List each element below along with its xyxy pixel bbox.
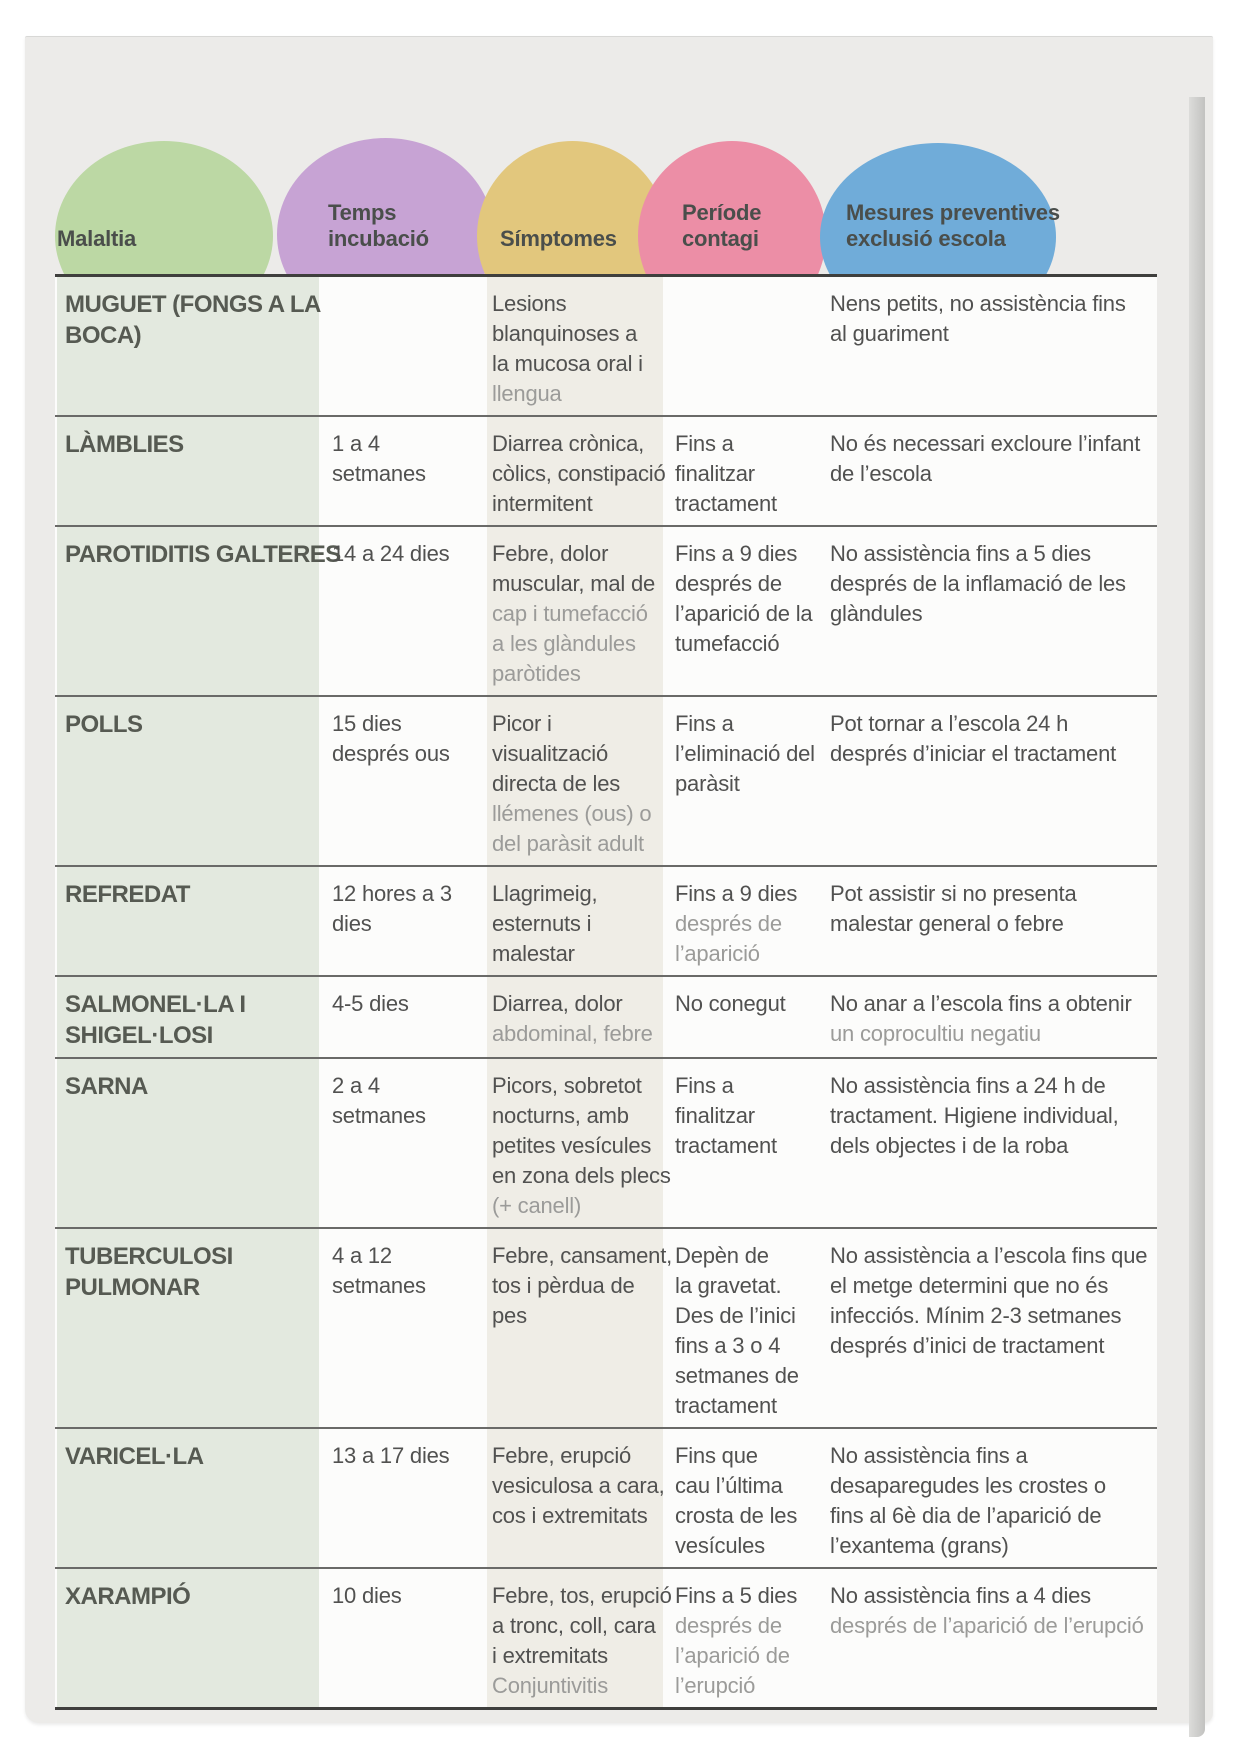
column-header-label-malaltia [57,226,136,252]
cell-line: després de l’aparició de l’erupció [830,1613,1144,1638]
disease-name-cell [55,289,332,409]
cell-line: Febre, erupció [492,1443,632,1468]
header-label-line: Període [682,200,762,225]
symptoms-cell [492,709,675,859]
cell-line: Nens petits, no assistència fins [830,291,1126,316]
incubation-cell [332,539,492,689]
measures-cell [830,539,1157,689]
cell-line: blanquinoses a [492,321,638,346]
cell-line: Fins a 5 dies [675,1583,798,1608]
measures-cell [830,289,1157,409]
cell-line: crosta de les [675,1503,798,1528]
symptoms-cell [492,539,675,689]
measures-cell [830,879,1157,969]
cell-line: LÀMBLIES [65,431,184,458]
cell-line: a les glàndules [492,631,636,656]
cell-line: després d’inici de tractament [830,1333,1105,1358]
cell-line: la gravetat. [675,1273,782,1298]
cell-line: dies [332,911,372,936]
cell-line: tos i pèrdua de [492,1273,635,1298]
header-label-line: Malaltia [57,226,137,251]
cell-line: Fins a [675,711,734,736]
cell-line: del paràsit adult [492,831,644,856]
cell-line: TUBERCULOSI [65,1243,233,1270]
table-row [55,415,1157,525]
cell-line: 4-5 dies [332,991,409,1016]
symptoms-cell [492,1441,675,1561]
cell-line: tractament [675,491,777,516]
cell-line: l’aparició de [675,1643,790,1668]
cell-line: desaparegudes les crostes o [830,1473,1106,1498]
cell-line: cap i tumefacció [492,601,648,626]
table-row [55,525,1157,695]
column-balloon-malaltia [55,141,273,274]
table-row [55,277,1157,415]
cell-line: de l’escola [830,461,932,486]
cell-line: visualització [492,741,609,766]
cell-line: nocturns, amb [492,1103,629,1128]
scanned-page [25,36,1213,1723]
cell-line: Fins a [675,431,734,456]
cell-line: Fins que [675,1443,758,1468]
disease-name-cell [55,879,332,969]
cell-line: Febre, cansament, [492,1243,673,1268]
cell-line: No assistència fins a 4 dies [830,1583,1091,1608]
table-row [55,1057,1157,1227]
column-header-label-contagi [682,200,761,252]
cell-line: setmanes [332,1103,426,1128]
cell-line: glàndules [830,601,923,626]
cell-line: REFREDAT [65,881,190,908]
header-label-line: Símptomes [500,226,617,251]
cell-line: l’eliminació del [675,741,815,766]
cell-line: abdominal, febre [492,1021,653,1046]
cell-line: Febre, dolor [492,541,609,566]
contagion-cell [675,289,830,409]
cell-line: llémenes (ous) o [492,801,652,826]
cell-line: tractament. Higiene individual, [830,1103,1119,1128]
cell-line: paròtides [492,661,581,686]
disease-name-cell [55,1071,332,1221]
table-row [55,975,1157,1057]
cell-line: cau l’última [675,1473,783,1498]
incubation-cell [332,1581,492,1701]
cell-line: malestar general o febre [830,911,1064,936]
cell-line: després de [675,1613,782,1638]
column-header-label-incubacio [328,200,429,252]
contagion-cell [675,1581,830,1701]
cell-line: al guariment [830,321,949,346]
table-header [25,121,1213,274]
cell-line: l’aparició de la [675,601,813,626]
cell-line: en zona dels plecs [492,1163,671,1188]
column-header-label-simptomes [500,226,617,252]
contagion-cell [675,1241,830,1421]
disease-name-cell [55,539,341,689]
cell-line: infecciós. Mínim 2-3 setmanes [830,1303,1122,1328]
cell-line: Pot assistir si no presenta [830,881,1077,906]
incubation-cell [332,289,492,409]
cell-line: No és necessari excloure l’infant [830,431,1141,456]
cell-line: 14 a 24 dies [332,541,450,566]
incubation-cell [332,1071,492,1221]
cell-line: Picor i [492,711,552,736]
cell-line: un coprocultiu negatiu [830,1021,1041,1046]
cell-line: Depèn de [675,1243,769,1268]
cell-line: 10 dies [332,1583,402,1608]
incubation-cell [332,989,492,1051]
cell-line: finalitzar [675,1103,755,1128]
cell-line: Diarrea crònica, [492,431,645,456]
incubation-cell [332,1241,492,1421]
cell-line: la mucosa oral i [492,351,643,376]
header-label-line: exclusió escola [846,226,1006,251]
cell-line: després de [675,911,782,936]
disease-name-cell [55,429,332,519]
cell-line: Diarrea, dolor [492,991,623,1016]
cell-line: SHIGEL·LOSI [65,1022,213,1049]
cell-line: Febre, tos, erupció [492,1583,672,1608]
header-label-line: Mesures preventives [846,200,1060,225]
incubation-cell [332,709,492,859]
page-edge-shadow [1189,97,1205,1737]
cell-line: PAROTIDITIS GALTERES [65,541,341,568]
cell-line: setmanes [332,461,426,486]
cell-line: Des de l’inici [675,1303,796,1328]
cell-line: l’erupció [675,1673,756,1698]
cell-line: SALMONEL·LA I [65,991,246,1018]
cell-line: No assistència fins a 24 h de [830,1073,1106,1098]
cell-line: finalitzar [675,461,755,486]
cell-line: fins al 6è dia de l’aparició de [830,1503,1102,1528]
table-row [55,1427,1157,1567]
cell-line: directa de les [492,771,621,796]
cell-line: 12 hores a 3 [332,881,452,906]
cell-line: 1 a 4 [332,431,380,456]
cell-line: Picors, sobretot [492,1073,642,1098]
cell-line: tractament [675,1393,777,1418]
disease-name-cell [55,1581,332,1701]
cell-line: 4 a 12 [332,1243,392,1268]
column-header-label-mesures [846,200,1060,252]
cell-line: MUGUET (FONGS A LA [65,291,321,318]
cell-line: No assistència fins a [830,1443,1028,1468]
disease-name-cell [55,1241,332,1421]
cell-line: petites vesícules [492,1133,652,1158]
contagion-cell [675,429,830,519]
cell-line: PULMONAR [65,1274,200,1301]
contagion-cell [675,709,830,859]
incubation-cell [332,1441,492,1561]
cell-line: SARNA [65,1073,148,1100]
cell-line: 13 a 17 dies [332,1443,450,1468]
cell-line: vesícules [675,1533,765,1558]
cell-line: (+ canell) [492,1193,582,1218]
cell-line: vesiculosa a cara, [492,1473,665,1498]
header-label-line: contagi [682,226,759,251]
table-row [55,865,1157,975]
disease-name-cell [55,709,332,859]
cell-line: Fins a [675,1073,734,1098]
cell-line: a tronc, coll, cara [492,1613,656,1638]
cell-line: llengua [492,381,562,406]
cell-line: Conjuntivitis [492,1673,609,1698]
cell-line: dels objectes i de la roba [830,1133,1069,1158]
cell-line: fins a 3 o 4 [675,1333,781,1358]
table-row [55,1567,1157,1707]
table-row [55,695,1157,865]
cell-line: BOCA) [65,322,142,349]
contagion-cell [675,989,830,1051]
disease-name-cell [55,989,332,1051]
symptoms-cell [492,879,675,969]
cell-line: Lesions [492,291,567,316]
cell-line: No assistència fins a 5 dies [830,541,1091,566]
cell-line: 15 dies [332,711,402,736]
measures-cell [830,1441,1157,1561]
measures-cell [830,1581,1157,1701]
symptoms-cell [492,289,675,409]
cell-line: després de la inflamació de les [830,571,1126,596]
cell-line: el metge determini que no és [830,1273,1109,1298]
disease-table [55,274,1157,1710]
measures-cell [830,1071,1157,1221]
cell-line: VARICEL·LA [65,1443,204,1470]
symptoms-cell [492,1071,675,1221]
cell-line: esternuts i [492,911,592,936]
cell-line: Fins a 9 dies [675,881,798,906]
cell-line: malestar [492,941,575,966]
cell-line: l’exantema (grans) [830,1533,1009,1558]
measures-cell [830,989,1157,1051]
cell-line: muscular, mal de [492,571,656,596]
incubation-cell [332,429,492,519]
table-row [55,1227,1157,1427]
cell-line: setmanes de [675,1363,799,1388]
cell-line: No anar a l’escola fins a obtenir [830,991,1132,1016]
contagion-cell [675,1441,830,1561]
header-label-line: Temps [328,200,397,225]
cell-line: després de [675,571,782,596]
header-label-line: incubació [328,226,429,251]
cell-line: i extremitats [492,1643,608,1668]
cell-line: Pot tornar a l’escola 24 h [830,711,1069,736]
cell-line: intermitent [492,491,593,516]
contagion-cell [675,879,830,969]
symptoms-cell [492,989,675,1051]
measures-cell [830,429,1157,519]
cell-line: tractament [675,1133,777,1158]
cell-line: l’aparició [675,941,760,966]
symptoms-cell [492,429,675,519]
disease-name-cell [55,1441,332,1561]
cell-line: POLLS [65,711,143,738]
cell-line: No conegut [675,991,786,1016]
cell-line: 2 a 4 [332,1073,380,1098]
cell-line: després ous [332,741,450,766]
measures-cell [830,709,1157,859]
measures-cell [830,1241,1157,1421]
cell-line: Llagrimeig, [492,881,598,906]
cell-line: pes [492,1303,527,1328]
contagion-cell [675,1071,830,1221]
incubation-cell [332,879,492,969]
cell-line: cos i extremitats [492,1503,648,1528]
cell-line: XARAMPIÓ [65,1583,191,1610]
symptoms-cell [492,1241,675,1421]
symptoms-cell [492,1581,675,1701]
contagion-cell [675,539,830,689]
cell-line: després d’iniciar el tractament [830,741,1117,766]
cell-line: No assistència a l’escola fins que [830,1243,1148,1268]
cell-line: paràsit [675,771,740,796]
cell-line: setmanes [332,1273,426,1298]
cell-line: tumefacció [675,631,780,656]
cell-line: còlics, constipació [492,461,666,486]
cell-line: Fins a 9 dies [675,541,798,566]
